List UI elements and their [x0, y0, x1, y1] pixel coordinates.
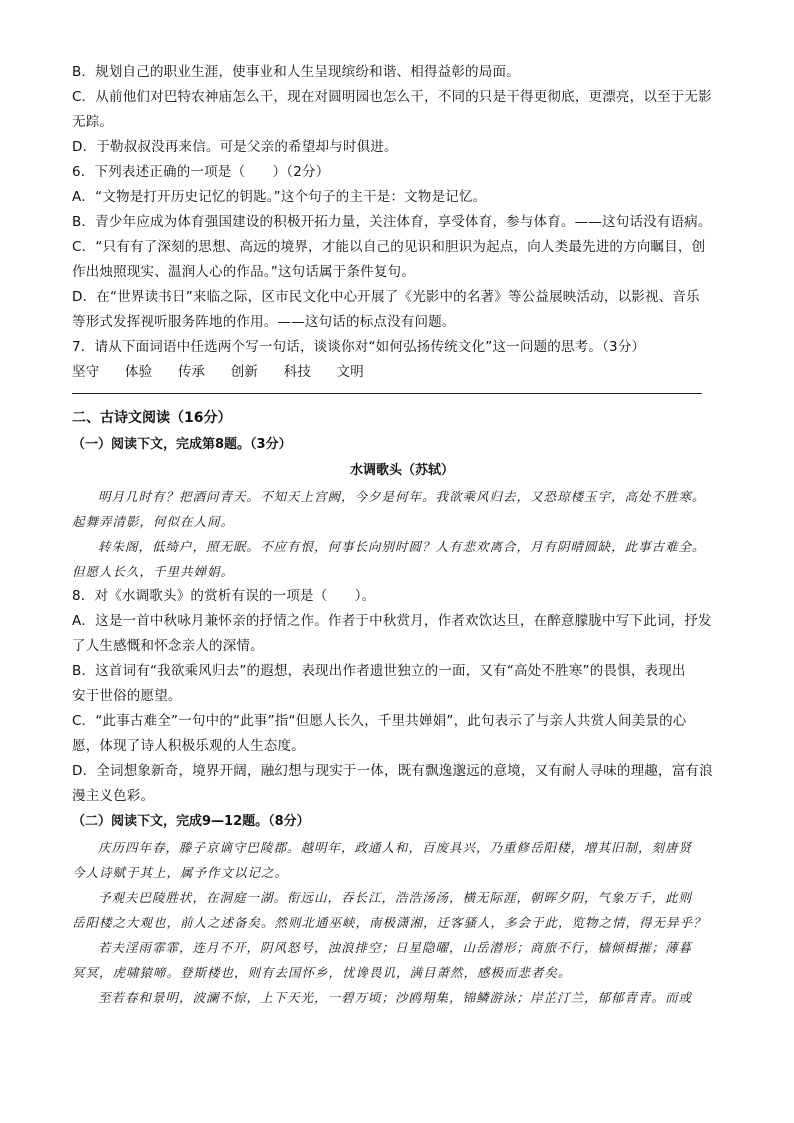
prose-text [72, 835, 732, 1010]
poem-line: 明月几时有？把酒问青天。不知天上宫阙，今夕是何年。我欲乘风归去，又恐琼楼玉宇，高处不胜寒。 [98, 489, 706, 504]
q8-option-d: D．全词想象新奇，境界开阔，融幻想与现实于一体，既有飘逸邈远的意境，又有耐人寻味的理趣，富有浪 [72, 763, 713, 779]
section-heading: 二、古诗文阅读（16分） [72, 410, 232, 426]
q8-option-d-cont: 漫主义色彩。 [72, 788, 155, 804]
q5-option-d: D．于勒叔叔没再来信。可是父亲的希望却与时俱进。 [72, 139, 398, 155]
q6-option-c-cont: 作出烛照现实、温润人心的作品。”这句话属于条件复句。 [72, 264, 415, 280]
word-item: 坚守 [72, 364, 100, 380]
prose-line: 至若春和景明，波澜不惊，上下天光，一碧万顷；沙鸥翔集，锦鳞游泳；岸芷汀兰，郁郁青青。而或 [98, 990, 693, 1005]
q6-option-c: C．“只有有了深刻的思想、高远的境界，才能以自己的见识和胆识为起点，向人类最先进的方向瞩目，创 [72, 239, 706, 255]
q8-option-a-cont: 了人生感慨和怀念亲人的深情。 [72, 638, 264, 654]
q8-option-b: B．这首词有“我欲乘风归去”的遐想，表现出作者遗世独立的一面，又有“高处不胜寒”的畏惧，表现出 [72, 663, 686, 679]
poem-line: 但愿人长久，千里共婵娟。 [72, 564, 235, 579]
q6-option-b: B．青少年应成为体育强国建设的积极开拓力量，关注体育，享受体育，参与体育。——这句话没有语病。 [72, 214, 712, 230]
exam-page [72, 60, 732, 1010]
q6-option-d-cont: 等形式发挥视听服务阵地的作用。——这句话的标点没有问题。 [72, 314, 456, 330]
q5-option-b: B．规划自己的职业生涯，使事业和人生呈现缤纷和谐、相得益彰的局面。 [72, 64, 520, 80]
poem-text [72, 484, 732, 584]
word-item: 文明 [336, 364, 364, 380]
poem-title: 水调歌头（苏轼） [349, 463, 454, 478]
q6-option-d: D．在“世界读书日”来临之际，区市民文化中心开展了《光影中的名著》等公益展映活动，以影视、音乐 [72, 289, 700, 305]
poem-line: 起舞弄清影，何似在人间。 [72, 514, 235, 529]
q8-option-b-cont: 安于世俗的愿望。 [72, 688, 182, 704]
prose-line: 岳阳楼之大观也，前人之述备矣。然则北通巫峡，南极潇湘，迁客骚人，多会于此，览物之情，得无异乎？ [72, 915, 707, 930]
prose-line: 冥冥，虎啸猿啼。登斯楼也，则有去国怀乡，忧谗畏讥，满目萧然，感极而悲者矣。 [72, 965, 572, 980]
word-item: 体验 [124, 364, 153, 380]
answer-line[interactable] [72, 393, 702, 394]
q5-option-c: C．从前他们对巴特农神庙怎么干，现在对圆明园也怎么干，不同的只是干得更彻底，更漂亮，以至于无影 [72, 89, 712, 105]
question-8 [72, 584, 732, 809]
q8-option-a: A．这是一首中秋咏月兼怀亲的抒情之作。作者于中秋赏月，作者欢饮达旦，在醉意朦胧中写下此词，抒发 [72, 613, 712, 629]
question-7 [72, 335, 732, 394]
q7-word-list [72, 360, 732, 385]
q8-option-c-cont: 愿，体现了诗人积极乐观的人生态度。 [72, 738, 305, 754]
word-item: 创新 [230, 364, 259, 380]
poem-line: 转朱阁，低绮户，照无眠。不应有恨，何事长向别时圆？人有悲欢离合，月有阴晴圆缺，此事古难全。 [98, 539, 706, 554]
prose-line: 庆历四年春，滕子京谪守巴陵郡。越明年，政通人和，百废具兴，乃重修岳阳楼，增其旧制，刻唐贤 [98, 840, 693, 855]
part-one-heading: （一）阅读下文，完成第8题。（3分） [72, 437, 292, 452]
q8-option-c: C．“此事古难全”一句中的“此事”指“但愿人长久，千里共婵娟”，此句表示了与亲人共赏人间美景的心 [72, 713, 687, 729]
question-6 [72, 160, 732, 335]
q6-stem: 6．下列表述正确的一项是（ ）（2分） [72, 164, 330, 180]
word-item: 科技 [283, 364, 312, 380]
prose-line: 今人诗赋于其上，属予作文以记之。 [72, 865, 289, 880]
word-item: 传承 [177, 364, 206, 380]
q8-stem: 8．对《水调歌头》的赏析有误的一项是（ ）。 [72, 588, 376, 604]
prose-line: 予观夫巴陵胜状，在洞庭一湖。衔远山，吞长江，浩浩汤汤，横无际涯，朝晖夕阴，气象万千，此则 [98, 890, 693, 905]
question-5-options-tail [72, 60, 732, 160]
q7-stem: 7．请从下面词语中任选两个写一句话，谈谈你对“如何弘扬传统文化”这一问题的思考。（3分） [72, 339, 646, 355]
q5-option-c-cont: 无踪。 [72, 114, 114, 130]
part-two-heading: （二）阅读下文，完成9—12题。（8分） [72, 814, 310, 829]
prose-line: 若夫淫雨霏霏，连月不开，阴风怒号，浊浪排空；日星隐曜，山岳潜形；商旅不行，樯倾楫摧；薄暮 [98, 940, 693, 955]
q6-option-a: A．“文物是打开历史记忆的钥匙。”这个句子的主干是：文物是记忆。 [72, 189, 487, 205]
